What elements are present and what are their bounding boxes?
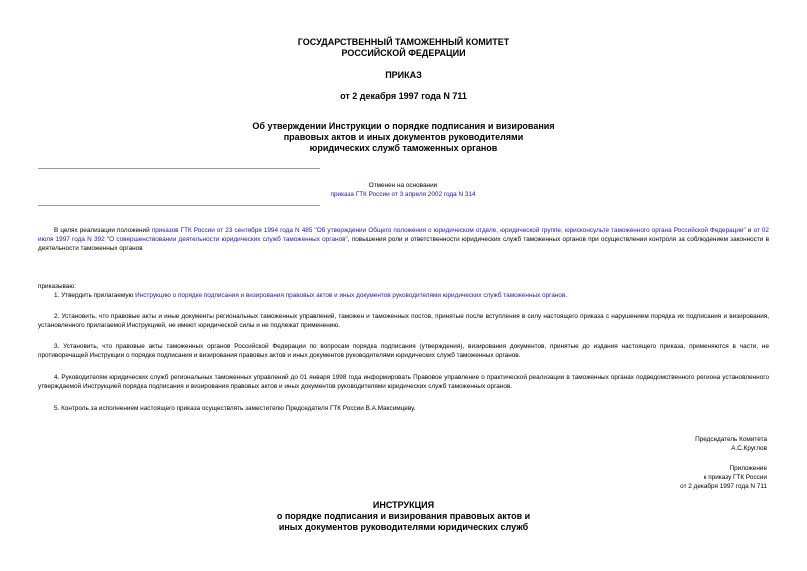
- preamble-text-1: В целях реализации положений: [54, 227, 152, 234]
- item-1: [38, 291, 769, 300]
- cancel-note-text: Отменен на основании: [368, 182, 438, 189]
- doc-date: от 2 декабря 1997 года N 711: [340, 91, 467, 101]
- signature-position: Председатель Комитета: [695, 436, 767, 443]
- appendix-line3: от 2 декабря 1997 года N 711: [680, 483, 767, 490]
- divider-bottom: [38, 205, 320, 206]
- doc-title-line3: юридических служб таможенных органов: [309, 143, 498, 153]
- item-1-text: 1. Утвердить прилагаемую: [54, 292, 136, 299]
- item-4: 4. Руководителям юридических служб региональных таможенных управлений до 01 января 1998 года информировать Правовое управление о практической реализации в таможенных органах подведомственного региона установленного утверждаемой Инструкцией порядка подписания и визирования правовых актов и иных документов руководителями юридических служб таможенных органов.: [38, 374, 769, 390]
- preamble-link-order-392[interactable]: от 02 июля 1997 года N 392 "О совершенствовании деятельности юридических служб таможенных органов": [38, 227, 769, 243]
- preamble-paragraph: [38, 226, 769, 253]
- preamble-text-3: , повышения роли и ответственности юридических служб таможенных органов при осуществлении контроля за соблюдением законности в деятельности таможенных органов: [38, 236, 769, 252]
- doc-title-line2: правовых актов и иных документов руководителями: [283, 132, 524, 142]
- instruction-title: ИНСТРУКЦИЯ: [372, 500, 435, 510]
- item-5: 5. Контроль за исполнением настоящего приказа осуществлять заместителю Председателя ГТК России В.А.Максимцеву.: [54, 405, 416, 412]
- instruction-subtitle-line1: о порядке подписания и визирования правовых актов и: [276, 511, 531, 521]
- org-name-line2: РОССИЙСКОЙ ФЕДЕРАЦИИ: [341, 48, 466, 58]
- item-1-instruction-link[interactable]: Инструкцию о порядке подписания и визирования правовых актов и иных документов руководителями юридических служб таможенных органов: [135, 292, 566, 299]
- order-word: приказываю:: [38, 283, 76, 290]
- divider-top: [38, 168, 320, 169]
- signature-name: А.С.Круглов: [731, 445, 767, 452]
- appendix-line1: Приложение: [729, 465, 767, 472]
- item-1-end: .: [565, 292, 568, 299]
- preamble-link-order-485[interactable]: приказов ГТК России от 23 сентября 1994 года N 485 "Об утверждении Общего положения о юридическом отделе, юридической группе, юрисконсульте таможенного органа Российской Федерации": [151, 227, 746, 234]
- instruction-subtitle-line2: иных документов руководителями юридических служб: [278, 522, 529, 532]
- item-3: 3. Установить, что правовые акты таможенных органов Российской Федерации по вопросам порядка подписания (утверждения), визирования документов, принятые до издания настоящего приказа, применяются в части, не противоречащей Инструкции о порядке подписания и визирования правовых актов и иных документов руководителями юридических служб таможенных органов.: [38, 343, 769, 359]
- org-name-line1: ГОСУДАРСТВЕННЫЙ ТАМОЖЕННЫЙ КОМИТЕТ: [297, 37, 510, 47]
- cancel-note-link[interactable]: приказа ГТК России от 3 апреля 2002 года N 314: [330, 191, 476, 198]
- item-2: 2. Установить, что правовые акты и иные документы региональных таможенных управлений, таможен и таможенных постов, принятые после вступления в силу настоящего приказа с нарушением порядка их подписания и визирования, установленного прилагаемой Инструкцией, не имеют юридической силы и не подлежат применению.: [38, 313, 769, 329]
- appendix-line2: к приказу ГТК России: [703, 474, 767, 481]
- doc-type: ПРИКАЗ: [385, 70, 422, 80]
- doc-title-line1: Об утверждении Инструкции о порядке подписания и визирования: [252, 121, 555, 131]
- preamble-text-2: и: [745, 227, 754, 234]
